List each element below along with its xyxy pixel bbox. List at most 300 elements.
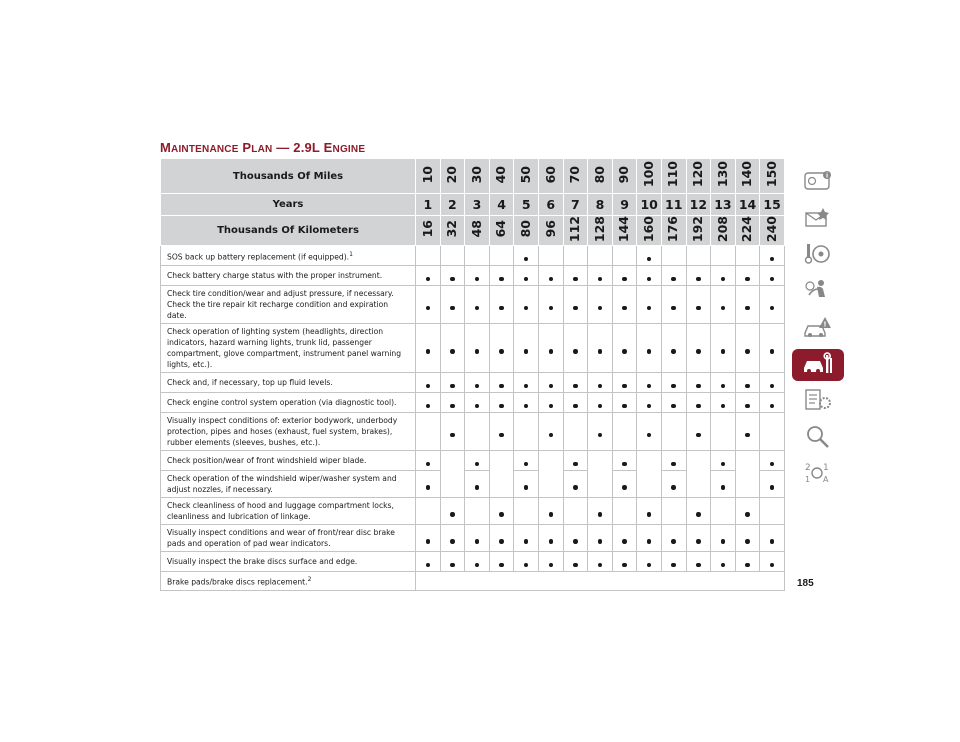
- svg-text:!: !: [823, 320, 827, 329]
- schedule-cell: [612, 373, 637, 393]
- maintenance-item-text: Check position/wear of front windshield wiper blade.: [167, 456, 367, 466]
- header-miles-value: 110: [665, 161, 681, 188]
- maintenance-item-text: Check battery charge status with the proper instrument.: [167, 271, 383, 281]
- scheduled-dot-icon: [549, 404, 554, 409]
- header-miles-value: 30: [468, 165, 484, 184]
- scheduled-dot-icon: [426, 563, 431, 568]
- header-miles-value: 140: [739, 161, 755, 188]
- table-row: [161, 286, 785, 324]
- header-km-cell: [465, 216, 490, 246]
- maintenance-item: [161, 266, 416, 286]
- schedule-cell: [514, 552, 539, 572]
- header-km-cell: [514, 216, 539, 246]
- schedule-cell: [538, 552, 563, 572]
- scheduled-dot-icon: [426, 462, 431, 467]
- schedule-cell: [440, 393, 465, 413]
- header-miles-value: 70: [567, 165, 583, 184]
- scheduled-dot-icon: [647, 306, 652, 311]
- schedule-cell: [686, 471, 711, 498]
- schedule-cell: [686, 393, 711, 413]
- header-years-value: 10: [640, 197, 658, 212]
- schedule-cell: [686, 552, 711, 572]
- maintenance-item-text: Check tire condition/wear and adjust pressure, if necessary. Check the tire repair kit recharge condition and expiration date.: [167, 289, 394, 321]
- scheduled-dot-icon: [671, 349, 676, 354]
- scheduled-dot-icon: [622, 485, 627, 490]
- scheduled-dot-icon: [499, 433, 504, 438]
- schedule-cell: [711, 286, 736, 324]
- schedule-cell: [416, 246, 441, 266]
- schedule-cell: [538, 286, 563, 324]
- schedule-cell: [760, 413, 785, 451]
- header-km-value: 176: [665, 216, 681, 243]
- nav-item-dashboard-info[interactable]: [792, 166, 844, 198]
- schedule-cell: [588, 324, 613, 373]
- scheduled-dot-icon: [450, 512, 455, 517]
- schedule-cell: [760, 373, 785, 393]
- header-years-value: 2: [448, 197, 457, 212]
- scheduled-dot-icon: [549, 433, 554, 438]
- maintenance-item-text: Check engine control system operation (via diagnostic tool).: [167, 398, 397, 408]
- scheduled-dot-icon: [573, 462, 578, 467]
- schedule-cell: [661, 451, 686, 471]
- scheduled-dot-icon: [770, 306, 775, 311]
- header-years-cell: [637, 194, 662, 216]
- scheduled-dot-icon: [745, 404, 750, 409]
- schedule-cell: [465, 552, 490, 572]
- scheduled-dot-icon: [549, 384, 554, 389]
- header-km-cell: [588, 216, 613, 246]
- schedule-cell: [711, 552, 736, 572]
- nav-item-car-warning[interactable]: [792, 312, 844, 344]
- header-years-value: 8: [595, 197, 605, 212]
- schedule-cell: [711, 246, 736, 266]
- schedule-cell: [588, 525, 613, 552]
- page-title: MAINTENANCE PLAN — 2.9L ENGINE: [160, 140, 366, 155]
- schedule-cell: [465, 246, 490, 266]
- schedule-cell: [514, 286, 539, 324]
- schedule-cell: [514, 498, 539, 525]
- scheduled-dot-icon: [721, 539, 726, 544]
- scheduled-dot-icon: [475, 539, 480, 544]
- schedule-cell: [416, 471, 441, 498]
- header-years-value: 12: [689, 197, 708, 212]
- schedule-cell: [465, 286, 490, 324]
- nav-item-steering-wheel-key[interactable]: [792, 239, 844, 271]
- scheduled-dot-icon: [573, 306, 578, 311]
- schedule-cell: [440, 324, 465, 373]
- schedule-cell: [588, 393, 613, 413]
- header-years-cell: [514, 194, 539, 216]
- dashboard-info-icon: [801, 167, 835, 197]
- schedule-cell: [588, 498, 613, 525]
- maintenance-item: [161, 413, 416, 451]
- schedule-cell: [514, 393, 539, 413]
- header-km-cell: [711, 216, 736, 246]
- scheduled-dot-icon: [499, 277, 504, 282]
- schedule-cell: [588, 286, 613, 324]
- header-miles-cell: [489, 159, 514, 194]
- header-km-value: 112: [567, 216, 583, 243]
- scheduled-dot-icon: [549, 563, 554, 568]
- schedule-cell: [563, 246, 588, 266]
- table-row: [161, 552, 785, 572]
- header-km-cell: [760, 216, 785, 246]
- schedule-cell: [686, 413, 711, 451]
- schedule-cell: [514, 373, 539, 393]
- header-km-value: 208: [714, 216, 730, 243]
- scheduled-dot-icon: [499, 563, 504, 568]
- schedule-cell: [661, 286, 686, 324]
- schedule-cell: [735, 373, 760, 393]
- language-index-icon: [801, 459, 835, 489]
- scheduled-dot-icon: [647, 433, 652, 438]
- car-warning-icon: [801, 313, 835, 343]
- header-miles-cell: [686, 159, 711, 194]
- scheduled-dot-icon: [549, 539, 554, 544]
- scheduled-dot-icon: [745, 384, 750, 389]
- header-miles-cell: [440, 159, 465, 194]
- schedule-cell: [612, 393, 637, 413]
- header-km-value: 128: [591, 216, 607, 243]
- header-km-value: 96: [542, 220, 558, 238]
- schedule-cell: [489, 498, 514, 525]
- schedule-cell: [538, 373, 563, 393]
- schedule-cell: [465, 525, 490, 552]
- steering-wheel-key-icon: [801, 240, 835, 270]
- scheduled-dot-icon: [549, 306, 554, 311]
- scheduled-dot-icon: [671, 277, 676, 282]
- schedule-cell: [465, 498, 490, 525]
- scheduled-dot-icon: [573, 277, 578, 282]
- header-km-cell: [440, 216, 465, 246]
- schedule-cell: [612, 552, 637, 572]
- header-miles-cell: [735, 159, 760, 194]
- page-number: 185: [797, 578, 814, 589]
- header-label-km: Thousands Of Kilometers: [161, 216, 416, 246]
- schedule-cell: [760, 451, 785, 471]
- schedule-cell: [440, 471, 465, 498]
- header-miles-value: 90: [616, 165, 632, 184]
- scheduled-dot-icon: [770, 349, 775, 354]
- scheduled-dot-icon: [647, 384, 652, 389]
- scheduled-dot-icon: [573, 485, 578, 490]
- scheduled-dot-icon: [573, 349, 578, 354]
- table-row: [161, 525, 785, 552]
- header-years-value: 15: [763, 197, 781, 212]
- header-miles-value: 20: [444, 165, 460, 184]
- maintenance-table: [160, 158, 785, 591]
- schedule-cell: [465, 324, 490, 373]
- schedule-cell: [637, 393, 662, 413]
- scheduled-dot-icon: [622, 306, 627, 311]
- schedule-cell: [760, 266, 785, 286]
- schedule-cell: [711, 413, 736, 451]
- scheduled-dot-icon: [426, 277, 431, 282]
- header-km-cell: [735, 216, 760, 246]
- header-miles-cell: [465, 159, 490, 194]
- schedule-cell: [538, 451, 563, 471]
- table-row: [161, 324, 785, 373]
- schedule-cell: [416, 552, 441, 572]
- schedule-cell: [686, 451, 711, 471]
- schedule-cell: [489, 266, 514, 286]
- header-years-cell: [489, 194, 514, 216]
- schedule-cell: [612, 286, 637, 324]
- scheduled-dot-icon: [499, 306, 504, 311]
- scheduled-dot-icon: [475, 349, 480, 354]
- header-row-km: [161, 216, 785, 246]
- schedule-cell: [661, 525, 686, 552]
- scheduled-dot-icon: [745, 349, 750, 354]
- scheduled-dot-icon: [450, 384, 455, 389]
- schedule-cell: [563, 266, 588, 286]
- schedule-cell: [612, 246, 637, 266]
- scheduled-dot-icon: [721, 462, 726, 467]
- schedule-cell: [465, 266, 490, 286]
- maintenance-item-text: Check operation of the windshield wiper/washer system and adjust nozzles, if necessary.: [167, 474, 397, 495]
- schedule-cell: [711, 324, 736, 373]
- schedule-cell: [416, 413, 441, 451]
- header-miles-cell: [637, 159, 662, 194]
- scheduled-dot-icon: [524, 384, 529, 389]
- nav-item-car-wrench[interactable]: [792, 349, 844, 381]
- scheduled-dot-icon: [770, 277, 775, 282]
- header-miles-value: 10: [419, 165, 435, 184]
- header-years-cell: [735, 194, 760, 216]
- scheduled-dot-icon: [475, 277, 480, 282]
- header-km-cell: [612, 216, 637, 246]
- maintenance-item: [161, 324, 416, 373]
- schedule-cell: [661, 552, 686, 572]
- table-row: [161, 266, 785, 286]
- scheduled-dot-icon: [745, 512, 750, 517]
- scheduled-dot-icon: [647, 349, 652, 354]
- scheduled-dot-icon: [426, 306, 431, 311]
- schedule-cell: [735, 286, 760, 324]
- scheduled-dot-icon: [721, 277, 726, 282]
- schedule-cell: [735, 246, 760, 266]
- scheduled-dot-icon: [598, 277, 603, 282]
- scheduled-dot-icon: [647, 563, 652, 568]
- scheduled-dot-icon: [475, 306, 480, 311]
- scheduled-dot-icon: [770, 257, 775, 262]
- scheduled-dot-icon: [696, 306, 701, 311]
- schedule-cell: [637, 498, 662, 525]
- nav-item-airbag-seat[interactable]: [792, 276, 844, 308]
- schedule-cell: [686, 246, 711, 266]
- schedule-cell: [760, 286, 785, 324]
- schedule-cell: [760, 393, 785, 413]
- scheduled-dot-icon: [598, 539, 603, 544]
- schedule-cell: [612, 413, 637, 451]
- scheduled-dot-icon: [450, 404, 455, 409]
- maintenance-item: [161, 552, 416, 572]
- schedule-cell: [686, 266, 711, 286]
- header-years-cell: [465, 194, 490, 216]
- header-years-value: 14: [738, 197, 757, 212]
- scheduled-dot-icon: [770, 404, 775, 409]
- scheduled-dot-icon: [426, 539, 431, 544]
- header-miles-cell: [760, 159, 785, 194]
- schedule-cell: [735, 471, 760, 498]
- schedule-cell: [416, 451, 441, 471]
- schedule-cell: [416, 324, 441, 373]
- header-km-cell: [637, 216, 662, 246]
- scheduled-dot-icon: [721, 384, 726, 389]
- schedule-cell: [563, 413, 588, 451]
- scheduled-dot-icon: [770, 539, 775, 544]
- schedule-cell: [563, 286, 588, 324]
- schedule-cell: [538, 471, 563, 498]
- scheduled-dot-icon: [598, 563, 603, 568]
- schedule-cell: [711, 373, 736, 393]
- maintenance-item: [161, 246, 416, 266]
- schedule-cell: [538, 525, 563, 552]
- schedule-cell: [440, 525, 465, 552]
- scheduled-dot-icon: [721, 485, 726, 490]
- scheduled-dot-icon: [647, 277, 652, 282]
- scheduled-dot-icon: [524, 539, 529, 544]
- schedule-cell: [489, 471, 514, 498]
- header-label-years: Years: [161, 194, 416, 216]
- scheduled-dot-icon: [696, 563, 701, 568]
- header-miles-cell: [563, 159, 588, 194]
- schedule-cell: [637, 246, 662, 266]
- schedule-cell: [735, 266, 760, 286]
- svg-text:1: 1: [823, 463, 829, 473]
- schedule-cell: [711, 471, 736, 498]
- header-miles-cell: [661, 159, 686, 194]
- schedule-cell: [563, 552, 588, 572]
- scheduled-dot-icon: [450, 563, 455, 568]
- scheduled-dot-icon: [671, 404, 676, 409]
- header-row-years: [161, 194, 785, 216]
- scheduled-dot-icon: [721, 349, 726, 354]
- schedule-cell: [661, 413, 686, 451]
- header-miles-cell: [612, 159, 637, 194]
- scheduled-dot-icon: [598, 349, 603, 354]
- header-miles-value: 130: [714, 161, 730, 188]
- scheduled-dot-icon: [549, 512, 554, 517]
- header-miles-cell: [514, 159, 539, 194]
- scheduled-dot-icon: [696, 349, 701, 354]
- schedule-cell: [538, 324, 563, 373]
- scheduled-dot-icon: [745, 539, 750, 544]
- scheduled-dot-icon: [721, 563, 726, 568]
- footnote-marker: 1: [349, 250, 353, 258]
- schedule-cell: [514, 451, 539, 471]
- schedule-cell: [735, 393, 760, 413]
- scheduled-dot-icon: [622, 277, 627, 282]
- scheduled-dot-icon: [426, 404, 431, 409]
- schedule-cell: [489, 451, 514, 471]
- scheduled-dot-icon: [745, 306, 750, 311]
- schedule-cell: [440, 552, 465, 572]
- schedule-cell: [612, 451, 637, 471]
- maintenance-item: [161, 393, 416, 413]
- nav-item-language-index[interactable]: [792, 458, 844, 490]
- scheduled-dot-icon: [770, 563, 775, 568]
- maintenance-item: [161, 373, 416, 393]
- car-wrench-icon: [801, 350, 835, 380]
- scheduled-dot-icon: [573, 404, 578, 409]
- schedule-cell: [514, 471, 539, 498]
- scheduled-dot-icon: [549, 349, 554, 354]
- header-km-cell: [563, 216, 588, 246]
- schedule-cell: [465, 373, 490, 393]
- scheduled-dot-icon: [524, 257, 529, 262]
- schedule-cell: [661, 373, 686, 393]
- scheduled-dot-icon: [426, 349, 431, 354]
- header-km-value: 16: [419, 220, 435, 238]
- header-years-value: 9: [620, 197, 629, 212]
- schedule-cell: [440, 246, 465, 266]
- maintenance-item-text: Check cleanliness of hood and luggage compartment locks, cleanliness and lubrication of linkage.: [167, 501, 394, 522]
- chapter-nav: [792, 166, 844, 495]
- schedule-cell: [612, 266, 637, 286]
- schedule-cell: [440, 498, 465, 525]
- scheduled-dot-icon: [671, 539, 676, 544]
- schedule-cell: [735, 451, 760, 471]
- scheduled-dot-icon: [745, 563, 750, 568]
- schedule-cell: [661, 498, 686, 525]
- schedule-cell: [588, 471, 613, 498]
- schedule-cell: [735, 324, 760, 373]
- schedule-cell: [661, 471, 686, 498]
- nav-item-magnifier[interactable]: [792, 422, 844, 454]
- schedule-cell: [637, 286, 662, 324]
- scheduled-dot-icon: [598, 512, 603, 517]
- header-years-cell: [440, 194, 465, 216]
- header-years-cell: [563, 194, 588, 216]
- scheduled-dot-icon: [573, 384, 578, 389]
- header-miles-cell: [588, 159, 613, 194]
- maintenance-item: [161, 471, 416, 498]
- nav-item-envelope[interactable]: [792, 203, 844, 235]
- schedule-cell: [563, 498, 588, 525]
- schedule-cell: [489, 525, 514, 552]
- scheduled-dot-icon: [549, 277, 554, 282]
- scheduled-dot-icon: [524, 349, 529, 354]
- scheduled-dot-icon: [524, 306, 529, 311]
- scheduled-dot-icon: [770, 384, 775, 389]
- schedule-cell: [489, 246, 514, 266]
- nav-item-list-gear[interactable]: [792, 385, 844, 417]
- schedule-cell: [735, 552, 760, 572]
- schedule-cell: [637, 525, 662, 552]
- schedule-cell: [637, 552, 662, 572]
- schedule-cell: [760, 498, 785, 525]
- header-miles-value: 120: [690, 161, 706, 188]
- scheduled-dot-icon: [524, 563, 529, 568]
- maintenance-item: [161, 451, 416, 471]
- schedule-cell: [563, 373, 588, 393]
- schedule-cell: [514, 525, 539, 552]
- header-years-value: 11: [665, 197, 683, 212]
- schedule-cell: [711, 393, 736, 413]
- scheduled-dot-icon: [499, 539, 504, 544]
- scheduled-dot-icon: [622, 539, 627, 544]
- header-years-cell: [760, 194, 785, 216]
- schedule-cell: [489, 552, 514, 572]
- schedule-cell: [711, 266, 736, 286]
- schedule-cell: [686, 498, 711, 525]
- schedule-cell: [538, 413, 563, 451]
- airbag-seat-icon: [801, 277, 835, 307]
- scheduled-dot-icon: [770, 485, 775, 490]
- schedule-cell: [637, 471, 662, 498]
- schedule-cell: [514, 246, 539, 266]
